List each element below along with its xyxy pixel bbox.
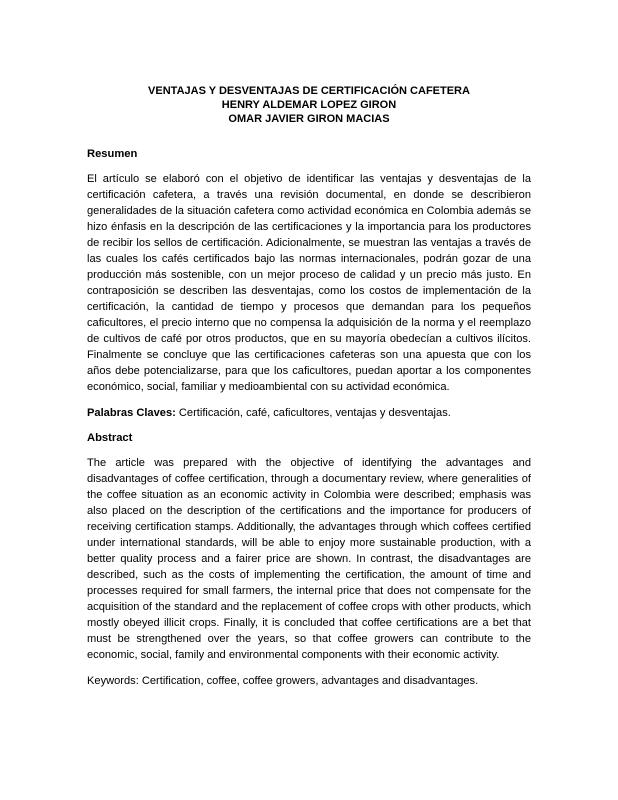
abstract-paragraph: The article was prepared with the objective of identifying the advantages and disadvantages of coffee certification, through a documentary review, where generalities of the coffee situation as an economic activity in Colombia were described; emphasis was also placed on the description of the certifications and the importance for producers of receiving certification stamps. Additionally, the advantages through which coffees certified under international standards, will be able to enjoy more sustainable production, with a better quality process and a fairer price are shown. In contrast, the disadvantages are described, such as the costs of implementing the certification, the amount of time and processes required for small farmers, the internal price that does not compensate for the acquisition of the standard and the replacement of coffee crops with other products, which mostly obeyed illicit crops. Finally, it is concluded that coffee certifications are a bet that must be strengthened over the years, so that coffee growers can contribute to the economic, social, family and environmental components with their economic activity.	[87, 457, 531, 661]
paper-title: VENTAJAS Y DESVENTAJAS DE CERTIFICACIÓN CAFETERA	[148, 85, 470, 97]
palabras-claves-text: Certificación, café, caficultores, ventajas y desventajas.	[175, 407, 451, 419]
palabras-claves	[87, 405, 531, 421]
abstract-heading: Abstract	[87, 432, 133, 444]
author-2: OMAR JAVIER GIRON MACIAS	[228, 113, 390, 125]
palabras-claves-label: Palabras Claves:	[87, 407, 176, 419]
resumen-paragraph: El artículo se elaboró con el objetivo de identificar las ventajas y desventajas de la certificación cafetera, a través una revisión documental, en donde se describieron generalidades de la situación cafetera como actividad económica en Colombia además se hizo énfasis en la descripción de las certificaciones y la importancia para los productores de recibir los sellos de certificación. Adicionalmente, se muestran las ventajas a través de las cuales los cafés certificados bajo las normas internacionales, podrán gozar de una producción más sostenible, con un mejor proceso de calidad y un precio más justo. En contraposición se describen las desventajas, como los costos de implementación de la certificación, la cantidad de tiempo y procesos que demandan para los pequeños caficultores, el precio interno que no compensa la adquisición de la norma y el reemplazo de cultivos de café por otros productos, que en su mayoría obedecían a cultivos ilícitos. Finalmente se concluye que las certificaciones cafeteras son una apuesta que con los años debe potencializarse, para que los caficultores, puedan aportar a los componentes económico, social, familiar y medioambiental con su actividad económica.	[87, 173, 531, 393]
resumen-heading: Resumen	[87, 148, 138, 160]
keywords-line: Keywords: Certification, coffee, coffee growers, advantages and disadvantages.	[87, 675, 479, 687]
author-1: HENRY ALDEMAR LOPEZ GIRON	[221, 99, 397, 111]
title-block	[87, 84, 531, 126]
